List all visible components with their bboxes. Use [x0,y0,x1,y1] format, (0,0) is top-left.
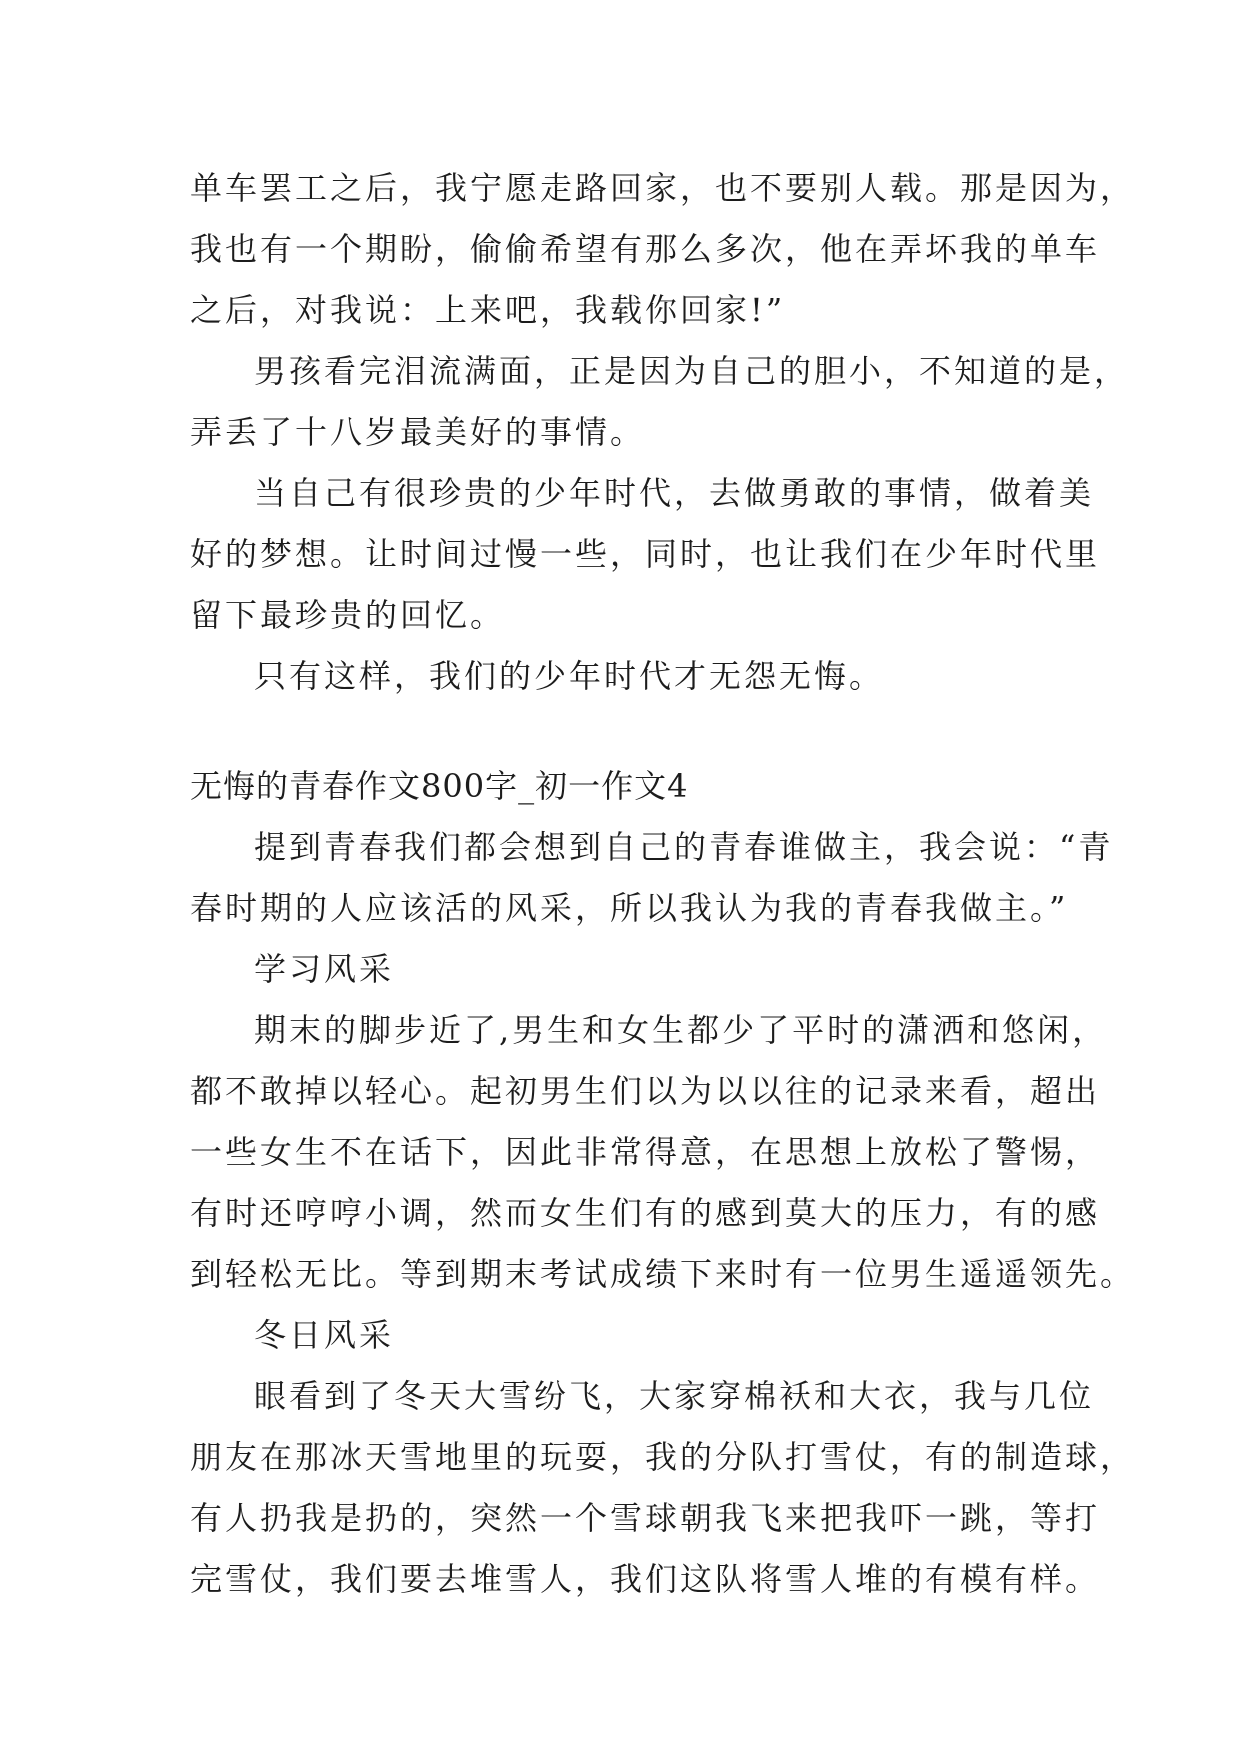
text-line: 都不敢掉以轻心。起初男生们以为以以往的记录来看，超出 [190,1072,1101,1110]
paragraph [190,817,1114,939]
document-body [190,158,1136,1610]
text-line: 有人扔我是扔的，突然一个雪球朝我飞来把我吓一跳，等打 [190,1499,1101,1537]
section-gap [190,707,1070,756]
text-line: 只有这样，我们的少年时代才无怨无悔。 [254,657,885,695]
text-line: 完雪仗，我们要去堆雪人，我们这队将雪人堆的有模有样。 [190,1560,1101,1598]
paragraph [190,158,1136,341]
text-line: 一些女生不在话下，因此非常得意，在思想上放松了警惕， [190,1133,1101,1171]
text-line: 当自己有很珍贵的少年时代，去做勇敢的事情，做着美 [254,474,1095,512]
paragraph [190,1366,1136,1610]
story-section [190,158,1136,707]
text-line: 到轻松无比。等到期末考试成绩下来时有一位男生遥遥领先。 [190,1255,1136,1293]
text-line: 好的梦想。让时间过慢一些，同时，也让我们在少年时代里 [190,535,1101,573]
text-line: 期末的脚步近了,男生和女生都少了平时的潇洒和悠闲， [254,1011,1108,1049]
text-line: 弄丢了十八岁最美好的事情。 [190,413,646,451]
subheading-paragraph [190,1305,1070,1366]
text-line: 眼看到了冬天大雪纷飞，大家穿棉袄和大衣，我与几位 [254,1377,1095,1415]
paragraph [190,341,1130,463]
text-line: 留下最珍贵的回忆。 [190,596,506,634]
paragraph [190,463,1101,646]
text-line: 之后，对我说：上来吧，我载你回家!” [190,291,786,329]
subheading-paragraph [190,939,1070,1000]
text-line: 提到青春我们都会想到自己的青春谁做主，我会说：“青 [254,828,1114,866]
text-line: 朋友在那冰天雪地里的玩耍，我的分队打雪仗，有的制造球， [190,1438,1136,1476]
paragraph [190,646,1070,707]
subheading: 学习风采 [254,950,395,988]
text-line: 单车罢工之后，我宁愿走路回家，也不要别人载。那是因为， [190,169,1136,207]
essay-heading: 无悔的青春作文800字_初一作文4 [190,767,689,805]
subheading: 冬日风采 [254,1316,395,1354]
paragraph [190,1000,1136,1305]
text-line: 有时还哼哼小调，然而女生们有的感到莫大的压力，有的感 [190,1194,1101,1232]
essay-section [190,756,1136,1610]
text-line: 我也有一个期盼，偷偷希望有那么多次，他在弄坏我的单车 [190,230,1101,268]
text-line: 男孩看完泪流满面，正是因为自己的胆小，不知道的是， [254,352,1130,390]
text-line: 春时期的人应该活的风采，所以我认为我的青春我做主。” [190,889,1069,927]
